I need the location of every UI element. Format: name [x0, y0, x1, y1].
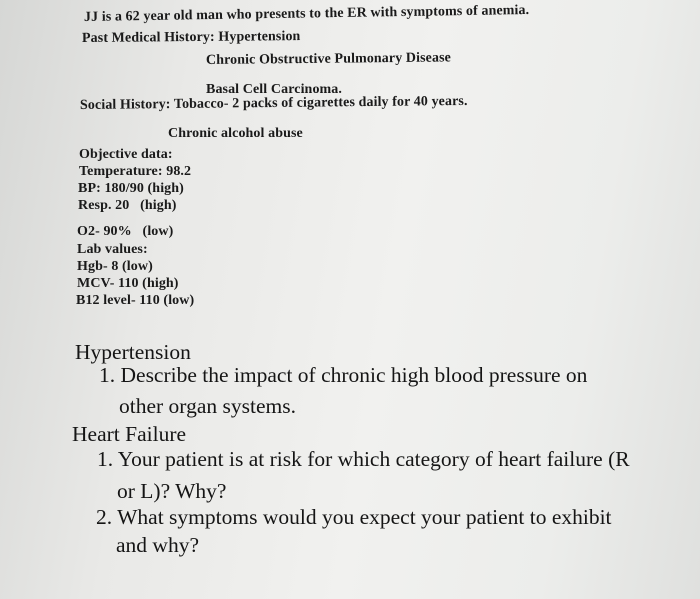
pmh-basal-cell: Basal Cell Carcinoma.: [206, 82, 343, 97]
case-intro: JJ is a 62 year old man who presents to the ER with symptoms of anemia.: [83, 3, 530, 25]
question-3-line-2: and why?: [116, 533, 199, 557]
lab-b12: B12 level- 110 (low): [76, 293, 195, 308]
objective-o2: O2- 90% (low): [77, 224, 174, 239]
objective-resp: Resp. 20 (high): [78, 198, 177, 213]
lab-hgb: Hgb- 8 (low): [77, 259, 153, 274]
question-1-line-1: 1. Describe the impact of chronic high blood pressure on: [99, 363, 588, 387]
objective-temperature: Temperature: 98.2: [79, 164, 192, 179]
objective-bp: BP: 180/90 (high): [78, 181, 184, 196]
heart-failure-heading: Heart Failure: [72, 422, 187, 446]
question-2-line-2: or L)? Why?: [117, 479, 227, 503]
social-alcohol: Chronic alcohol abuse: [168, 126, 303, 141]
question-1-line-2: other organ systems.: [119, 394, 296, 418]
question-2-line-1: 1. Your patient is at risk for which category of heart failure (R: [97, 447, 630, 471]
question-3-line-1: 2. What symptoms would you expect your patient to exhibit: [96, 505, 612, 529]
social-history: Social History: Tobacco- 2 packs of cigarettes daily for 40 years.: [79, 93, 468, 113]
pmh-copd: Chronic Obstructive Pulmonary Disease: [205, 50, 451, 68]
objective-heading: Objective data:: [79, 147, 173, 162]
past-medical-history: Past Medical History: Hypertension: [81, 29, 301, 46]
lab-mcv: MCV- 110 (high): [77, 276, 179, 291]
labs-heading: Lab values:: [77, 242, 148, 257]
hypertension-heading: Hypertension: [75, 340, 191, 364]
